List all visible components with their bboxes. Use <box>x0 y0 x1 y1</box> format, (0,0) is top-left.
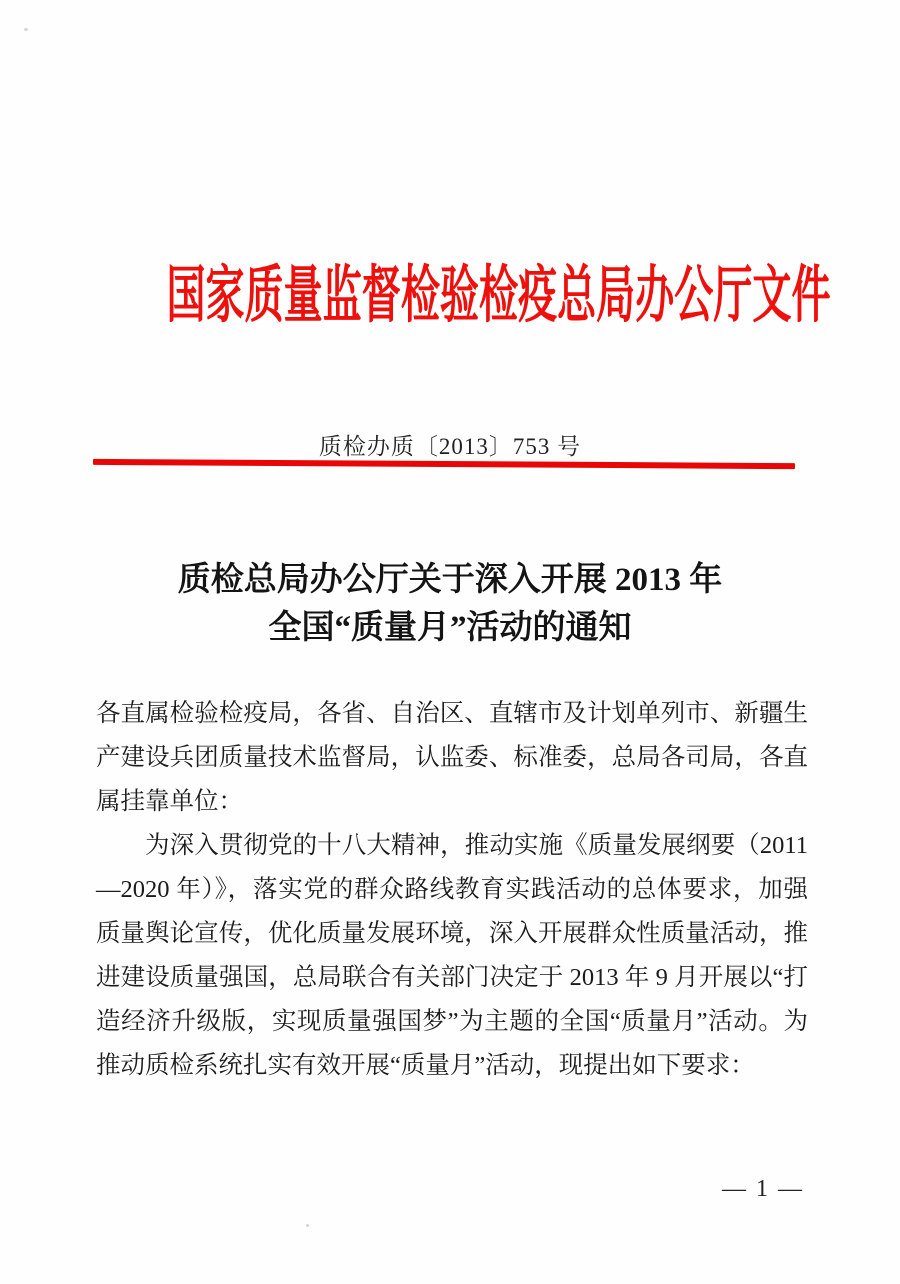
scan-speck <box>306 1224 309 1227</box>
document-body <box>96 692 808 1088</box>
letterhead-banner: 国家质量监督检验检疫总局办公厅文件 <box>166 262 831 330</box>
recipients-paragraph: 各直属检验检疫局，各省、自治区、直辖市及计划单列市、新疆生产建设兵团质量技术监督局，认监委、标准委，总局各司局，各直属挂靠单位： <box>96 700 808 815</box>
body-paragraph: 为深入贯彻党的十八大精神，推动实施《质量发展纲要（2011—2020 年）》，落实党的群众路线教育实践活动的总体要求，加强质量舆论宣传，优化质量发展环境，深入开展群众性质量活动，推进建设质量强国，总局联合有关部门决定于 2013 年 9 月开展以“打造经济升级版，实现质量强国梦”为主题的全国“质量月”活动。为推动质检系统扎实有效开展“质量月”活动，现提出如下要求： <box>96 832 808 1079</box>
document-number: 质检办质〔2013〕753 号 <box>318 434 582 459</box>
document-title-line1: 质检总局办公厅关于深入开展 2013 年 <box>177 562 723 598</box>
scan-speck <box>24 28 28 31</box>
document-title-line2: 全国“质量月”活动的通知 <box>268 610 632 646</box>
document-title <box>0 556 900 652</box>
page-number: — 1 — <box>722 1176 804 1202</box>
